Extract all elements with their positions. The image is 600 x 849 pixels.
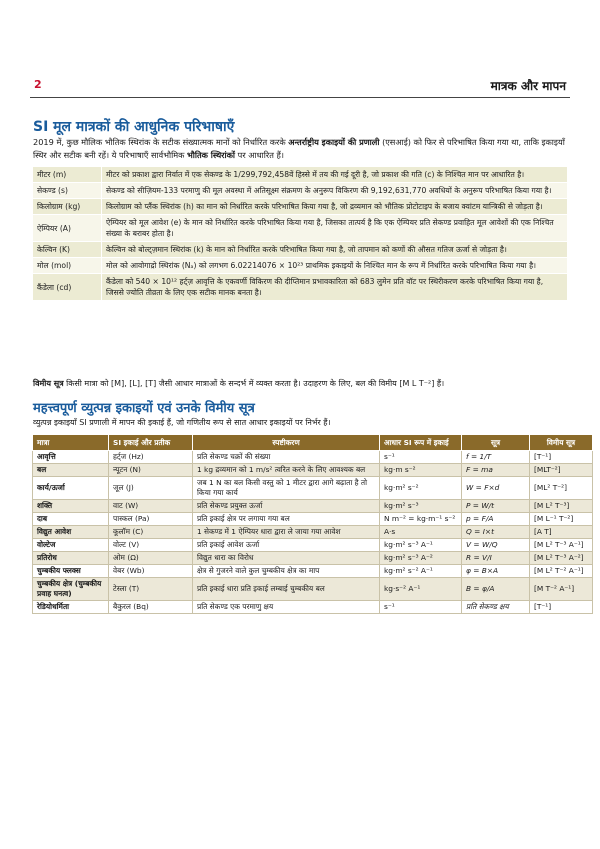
table-row xyxy=(33,167,568,183)
base-units-table xyxy=(32,166,568,301)
dimensional-formula-cell: [A T] xyxy=(530,526,593,539)
quantity-cell: वोल्टेज xyxy=(33,539,109,552)
unit-name: मोल (mol) xyxy=(33,258,102,274)
si-unit-cell: ओम (Ω) xyxy=(109,552,193,565)
quantity-cell: शक्ति xyxy=(33,500,109,513)
quantity-cell: आवृत्ति xyxy=(33,451,109,464)
base-si-form-cell: s⁻¹ xyxy=(380,451,462,464)
page-header xyxy=(30,76,570,96)
unit-name: कैंडेला (cd) xyxy=(33,274,102,301)
si-unit-cell: बैकुरल (Bq) xyxy=(109,601,193,614)
base-si-form-cell: kg·m s⁻² xyxy=(380,464,462,477)
unit-name: किलोग्राम (kg) xyxy=(33,199,102,215)
quantity-cell: चुम्बकीय फ्लक्स xyxy=(33,565,109,578)
dimensional-formula-cell: [ML² T⁻²] xyxy=(530,477,593,500)
derived-intro: व्युत्पन्न इकाइयाँ SI प्रणाली में मापन की इकाई हैं, जो गणितीय रूप से सात आधार इकाइयों पर निर्भर हैं। xyxy=(33,418,331,427)
explanation-cell: प्रति इकाई धारा प्रति इकाई लम्बाई चुम्बकीय बल xyxy=(193,578,380,601)
si-unit-cell: पास्कल (Pa) xyxy=(109,513,193,526)
table-row xyxy=(33,601,593,614)
formula-cell: W = F×d xyxy=(462,477,530,500)
quantity-cell: बल xyxy=(33,464,109,477)
column-header: सूत्र xyxy=(462,435,530,451)
si-unit-cell: वाट (W) xyxy=(109,500,193,513)
column-header: स्पष्टीकरण xyxy=(193,435,380,451)
quantity-cell: रेडियोधर्मिता xyxy=(33,601,109,614)
table-row xyxy=(33,183,568,199)
table-row xyxy=(33,258,568,274)
dimension-note: विमीय सूत्र किसी मात्रा को [M], [L], [T] जैसी आधार मात्राओं के सन्दर्भ में व्यक्त करता है। उदाहरण के लिए, बल की विमीय [M L T⁻²] हैं। xyxy=(33,379,445,388)
table-row xyxy=(33,565,593,578)
dimensional-formula-cell: [M L² T⁻² A⁻¹] xyxy=(530,565,593,578)
si-unit-cell: वेबर (Wb) xyxy=(109,565,193,578)
column-header: विमीय सूत्र xyxy=(530,435,593,451)
unit-name: सेकण्ड (s) xyxy=(33,183,102,199)
table-row xyxy=(33,539,593,552)
formula-cell: B = φ/A xyxy=(462,578,530,601)
table-row xyxy=(33,578,593,601)
derived-units-table xyxy=(32,434,593,614)
base-si-form-cell: N m⁻² = kg·m⁻¹ s⁻² xyxy=(380,513,462,526)
quantity-cell: विद्युत आवेश xyxy=(33,526,109,539)
explanation-cell: प्रति सेकण्ड प्रयुक्त ऊर्जा xyxy=(193,500,380,513)
unit-name: केल्विन (K) xyxy=(33,242,102,258)
quantity-cell: कार्य/ऊर्जा xyxy=(33,477,109,500)
table-row xyxy=(33,199,568,215)
explanation-cell: प्रति इकाई क्षेत्र पर लगाया गया बल xyxy=(193,513,380,526)
header-rule xyxy=(30,97,570,98)
table-row xyxy=(33,477,593,500)
si-unit-cell: वोल्ट (V) xyxy=(109,539,193,552)
base-si-form-cell: kg·m² s⁻² A⁻¹ xyxy=(380,565,462,578)
table-row xyxy=(33,242,568,258)
base-si-form-cell: s⁻¹ xyxy=(380,601,462,614)
dimensional-formula-cell: [M T⁻² A⁻¹] xyxy=(530,578,593,601)
base-si-form-cell: kg·m² s⁻³ xyxy=(380,500,462,513)
si-unit-cell: हर्ट्ज (Hz) xyxy=(109,451,193,464)
unit-definition: कैंडेला को 540 × 10¹² हर्ट्ज़ आवृत्ति के एकवर्णी विकिरण की दीप्तिमान प्रभावकारिता को 683 लुमेन प्रति वॉट पर स्थिरीकरण करके परिभाषित किया गया है, जिससे ज्योति तीव्रता के लिए एक सटीक मानक बनता है। xyxy=(102,274,568,301)
base-si-form-cell: kg·s⁻² A⁻¹ xyxy=(380,578,462,601)
table-row xyxy=(33,513,593,526)
table-row xyxy=(33,526,593,539)
table-row xyxy=(33,451,593,464)
si-unit-cell: कूलॉम (C) xyxy=(109,526,193,539)
table-row xyxy=(33,274,568,301)
section-intro: 2019 में, कुछ मौलिक भौतिक स्थिरांक के सटीक संख्यात्मक मानों को निर्धारित करके अन्तर्राष्ट्रीय इकाइयों की प्रणाली (एसआई) को फिर से परिभाषित किया गया था, ताकि इकाइयाँ स्थिर और सटीक बनी रहें। ये परिभाषाएँ सार्वभौमिक भौतिक स्थिरांकों पर आधारित हैं। xyxy=(33,137,565,160)
explanation-cell: 1 kg द्रव्यमान को 1 m/s² त्वरित करने के लिए आवश्यक बल xyxy=(193,464,380,477)
unit-name: ऐम्पियर (A) xyxy=(33,215,102,242)
si-unit-cell: टेस्ला (T) xyxy=(109,578,193,601)
dimensional-formula-cell: [T⁻¹] xyxy=(530,601,593,614)
page-number: 2 xyxy=(34,78,42,91)
base-si-form-cell: kg·m² s⁻³ A⁻¹ xyxy=(380,539,462,552)
si-unit-cell: जूल (J) xyxy=(109,477,193,500)
explanation-cell: 1 सेकण्ड में 1 ऐम्पियर धारा द्वारा ले जाया गया आवेश xyxy=(193,526,380,539)
formula-cell: Q = I×t xyxy=(462,526,530,539)
table-header-row xyxy=(33,435,593,451)
formula-cell: प्रति सेकण्ड क्षय xyxy=(462,601,530,614)
unit-definition: किलोग्राम को प्लैंक स्थिरांक (h) का मान को निर्धारित करके परिभाषित किया गया है, जो द्रव्यमान को भौतिक प्रोटोटाइप के बजाय क्वांटम यान्त्रिकी से जोड़ता है। xyxy=(102,199,568,215)
base-si-form-cell: kg·m² s⁻² xyxy=(380,477,462,500)
unit-definition: मोल को आवोगाद्रो स्थिरांक (Nₐ) को लगभग 6.02214076 × 10²³ प्राथमिक इकाइयों के निश्चित मान के रूप में निर्धारित करके परिभाषित किया गया है। xyxy=(102,258,568,274)
base-si-form-cell: A·s xyxy=(380,526,462,539)
column-header: SI इकाई और प्रतीक xyxy=(109,435,193,451)
si-unit-cell: न्यूटन (N) xyxy=(109,464,193,477)
dimensional-formula-cell: [M L² T⁻³ A⁻²] xyxy=(530,552,593,565)
explanation-cell: क्षेत्र से गुजरने वाले कुल चुम्बकीय क्षेत्र का माप xyxy=(193,565,380,578)
unit-definition: मीटर को प्रकाश द्वारा निर्वात में एक सेकण्ड के 1/299,792,458वें हिस्से में तय की गई दूरी है, जो प्रकाश की गति (c) के निश्चित मान पर आधारित है। xyxy=(102,167,568,183)
column-header: आधार SI रूप में इकाई xyxy=(380,435,462,451)
table-row xyxy=(33,464,593,477)
quantity-cell: चुम्बकीय क्षेत्र (चुम्बकीय प्रवाह घनत्व) xyxy=(33,578,109,601)
column-header: मात्रा xyxy=(33,435,109,451)
explanation-cell: प्रति सेकण्ड एक परमाणु क्षय xyxy=(193,601,380,614)
formula-cell: R = V/I xyxy=(462,552,530,565)
section-title-base-units: SI मूल मात्रकों की आधुनिक परिभाषाएँ xyxy=(33,119,235,135)
formula-cell: P = W/t xyxy=(462,500,530,513)
formula-cell: V = W/Q xyxy=(462,539,530,552)
unit-name: मीटर (m) xyxy=(33,167,102,183)
unit-definition: सेकण्ड को सीज़ियम-133 परमाणु की मूल अवस्था में अतिसूक्ष्म संक्रमण के अनुरूप विकिरण की 9,192,631,770 अवधियों के अनुरूप परिभाषित किया गया है। xyxy=(102,183,568,199)
formula-cell: p = F/A xyxy=(462,513,530,526)
table-row xyxy=(33,500,593,513)
quantity-cell: प्रतिरोध xyxy=(33,552,109,565)
explanation-cell: विद्युत धारा का विरोध xyxy=(193,552,380,565)
dimensional-formula-cell: [MLT⁻²] xyxy=(530,464,593,477)
formula-cell: φ = B×A xyxy=(462,565,530,578)
formula-cell: f = 1/T xyxy=(462,451,530,464)
table-row xyxy=(33,215,568,242)
explanation-cell: जब 1 N का बल किसी वस्तु को 1 मीटर द्वारा आगे बढ़ाता है तो किया गया कार्य xyxy=(193,477,380,500)
dimensional-formula-cell: [T⁻¹] xyxy=(530,451,593,464)
explanation-cell: प्रति सेकण्ड चक्रों की संख्या xyxy=(193,451,380,464)
chapter-title: मात्रक और मापन xyxy=(490,79,566,93)
dimensional-formula-cell: [M L² T⁻³ A⁻¹] xyxy=(530,539,593,552)
table-row xyxy=(33,552,593,565)
quantity-cell: दाब xyxy=(33,513,109,526)
explanation-cell: प्रति इकाई आवेश ऊर्जा xyxy=(193,539,380,552)
dimensional-formula-cell: [M L⁻¹ T⁻²] xyxy=(530,513,593,526)
unit-definition: केल्विन को बोल्ट्ज़मान स्थिरांक (k) के मान को निर्धारित करके परिभाषित किया गया है, जो तापमान को कणों की औसत गतिज ऊर्जा से जोड़ता है। xyxy=(102,242,568,258)
section-title-derived-units: महत्त्वपूर्ण व्युत्पन्न इकाइयों एवं उनके विमीय सूत्र xyxy=(33,401,255,416)
base-si-form-cell: kg·m² s⁻³ A⁻² xyxy=(380,552,462,565)
dimensional-formula-cell: [M L² T⁻³] xyxy=(530,500,593,513)
formula-cell: F = ma xyxy=(462,464,530,477)
unit-definition: ऐम्पियर को मूल आवेश (e) के मान को निर्धारित करके परिभाषित किया गया है, जिसका तात्पर्य है कि एक ऐम्पियर प्रति सेकण्ड प्रवाहित मूल आवेशों की एक निश्चित संख्या के बराबर होता है। xyxy=(102,215,568,242)
